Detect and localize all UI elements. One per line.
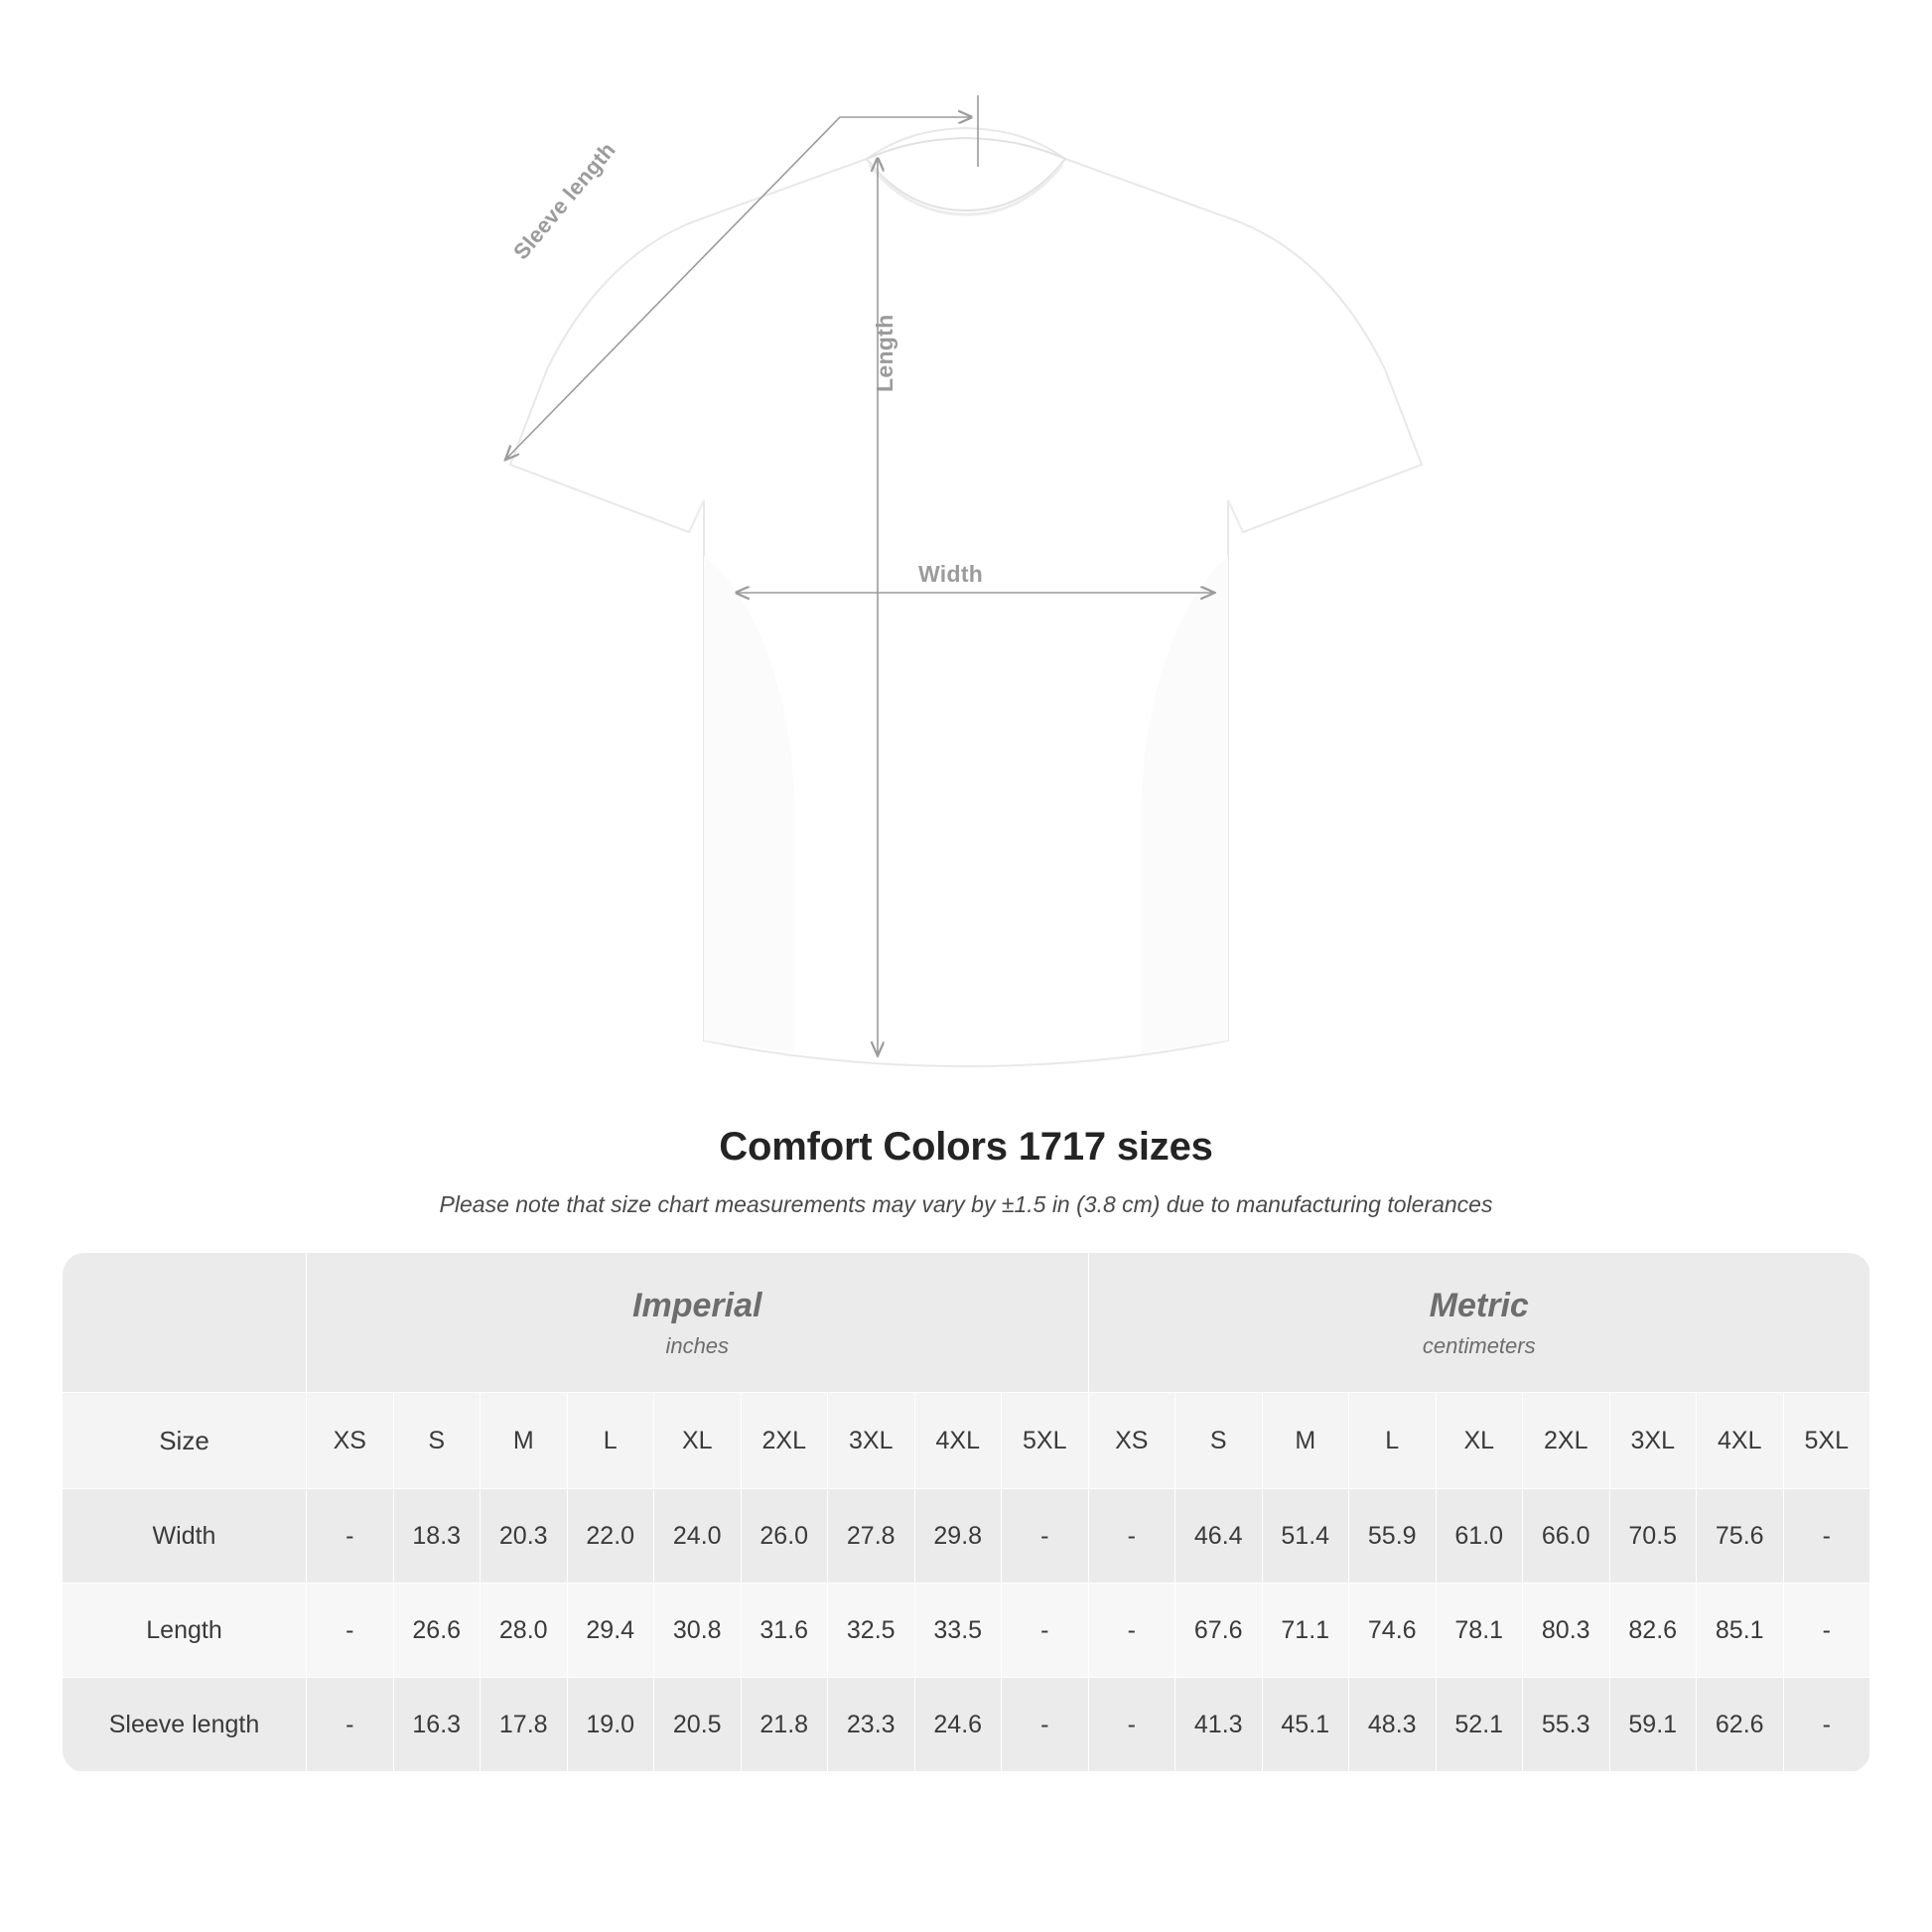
unit-imperial-sub: inches — [665, 1332, 730, 1358]
size-header-cell: S — [393, 1393, 481, 1489]
cell: 23.3 — [828, 1678, 915, 1772]
cell: 22.0 — [567, 1489, 654, 1584]
cell: - — [1088, 1489, 1175, 1584]
cell: 18.3 — [393, 1489, 481, 1584]
unit-header-spacer — [63, 1253, 307, 1393]
size-header-cell: L — [1349, 1393, 1437, 1489]
cell: 20.3 — [481, 1489, 568, 1584]
cell: 24.6 — [914, 1678, 1002, 1772]
cell: 59.1 — [1609, 1678, 1697, 1772]
cell: 28.0 — [481, 1584, 568, 1678]
unit-imperial-name: Imperial — [632, 1286, 762, 1324]
unit-header-row — [63, 1253, 1870, 1393]
unit-metric-name: Metric — [1429, 1286, 1529, 1324]
cell: 82.6 — [1609, 1584, 1697, 1678]
unit-header-metric — [1088, 1253, 1870, 1393]
length-label: Length — [872, 314, 897, 392]
width-label: Width — [918, 561, 984, 587]
cell: 30.8 — [654, 1584, 742, 1678]
cell: - — [1088, 1584, 1175, 1678]
cell: 29.8 — [914, 1489, 1002, 1584]
size-header-cell: XS — [1088, 1393, 1175, 1489]
cell: 52.1 — [1436, 1678, 1523, 1772]
cell: 61.0 — [1436, 1489, 1523, 1584]
unit-header-imperial — [307, 1253, 1089, 1393]
cell: - — [1783, 1584, 1870, 1678]
cell: 26.0 — [741, 1489, 828, 1584]
cell: 55.3 — [1523, 1678, 1610, 1772]
size-header-cell: XL — [654, 1393, 742, 1489]
tolerance-note: Please note that size chart measurements may vary by ±1.5 in (3.8 cm) due to manufacturing tolerances — [439, 1191, 1493, 1217]
cell: 51.4 — [1262, 1489, 1349, 1584]
size-table-wrapper — [62, 1252, 1870, 1772]
cell: 21.8 — [741, 1678, 828, 1772]
cell: - — [1002, 1584, 1089, 1678]
tshirt-shape — [510, 128, 1422, 1066]
cell: 75.6 — [1697, 1489, 1784, 1584]
row-label-length: Length — [63, 1584, 307, 1678]
size-header-cell: 5XL — [1002, 1393, 1089, 1489]
cell: - — [1002, 1678, 1089, 1772]
cell: 19.0 — [567, 1678, 654, 1772]
unit-metric-sub: centimeters — [1422, 1332, 1536, 1358]
title-block — [0, 1125, 1932, 1218]
size-header-cell: 3XL — [828, 1393, 915, 1489]
size-header-label: Size — [63, 1393, 307, 1489]
cell: 24.0 — [654, 1489, 742, 1584]
cell: 62.6 — [1697, 1678, 1784, 1772]
size-header-cell: 2XL — [1523, 1393, 1610, 1489]
cell: - — [307, 1489, 394, 1584]
row-label-sleeve-length: Sleeve length — [63, 1678, 307, 1772]
cell: - — [1088, 1678, 1175, 1772]
cell: 67.6 — [1175, 1584, 1263, 1678]
cell: - — [307, 1584, 394, 1678]
cell: 80.3 — [1523, 1584, 1610, 1678]
cell: 48.3 — [1349, 1678, 1437, 1772]
cell: 45.1 — [1262, 1678, 1349, 1772]
cell: 32.5 — [828, 1584, 915, 1678]
cell: 85.1 — [1697, 1584, 1784, 1678]
cell: - — [1783, 1489, 1870, 1584]
sleeve-length-label: Sleeve length — [508, 137, 621, 265]
cell: 17.8 — [481, 1678, 568, 1772]
size-header-cell: M — [1262, 1393, 1349, 1489]
size-header-cell: 4XL — [914, 1393, 1002, 1489]
cell: 27.8 — [828, 1489, 915, 1584]
cell: 29.4 — [567, 1584, 654, 1678]
row-label-width: Width — [63, 1489, 307, 1584]
cell: 70.5 — [1609, 1489, 1697, 1584]
table-row — [63, 1678, 1870, 1772]
size-header-cell: XL — [1436, 1393, 1523, 1489]
size-header-cell: S — [1175, 1393, 1263, 1489]
cell: - — [1002, 1489, 1089, 1584]
size-header-cell: XS — [307, 1393, 394, 1489]
cell: 41.3 — [1175, 1678, 1263, 1772]
cell: 55.9 — [1349, 1489, 1437, 1584]
cell: - — [307, 1678, 394, 1772]
size-header-row — [63, 1393, 1870, 1489]
cell: 74.6 — [1349, 1584, 1437, 1678]
cell: - — [1783, 1678, 1870, 1772]
cell: 33.5 — [914, 1584, 1002, 1678]
cell: 46.4 — [1175, 1489, 1263, 1584]
size-header-cell: M — [481, 1393, 568, 1489]
size-header-cell: L — [567, 1393, 654, 1489]
size-header-cell: 4XL — [1697, 1393, 1784, 1489]
size-header-cell: 3XL — [1609, 1393, 1697, 1489]
cell: 26.6 — [393, 1584, 481, 1678]
page-title: Comfort Colors 1717 sizes — [719, 1125, 1213, 1169]
cell: 31.6 — [741, 1584, 828, 1678]
cell: 16.3 — [393, 1678, 481, 1772]
size-header-cell: 5XL — [1783, 1393, 1870, 1489]
cell: 20.5 — [654, 1678, 742, 1772]
cell: 71.1 — [1262, 1584, 1349, 1678]
cell: 78.1 — [1436, 1584, 1523, 1678]
cell: 66.0 — [1523, 1489, 1610, 1584]
size-header-cell: 2XL — [741, 1393, 828, 1489]
size-table — [62, 1252, 1870, 1772]
table-row — [63, 1584, 1870, 1678]
table-row — [63, 1489, 1870, 1584]
